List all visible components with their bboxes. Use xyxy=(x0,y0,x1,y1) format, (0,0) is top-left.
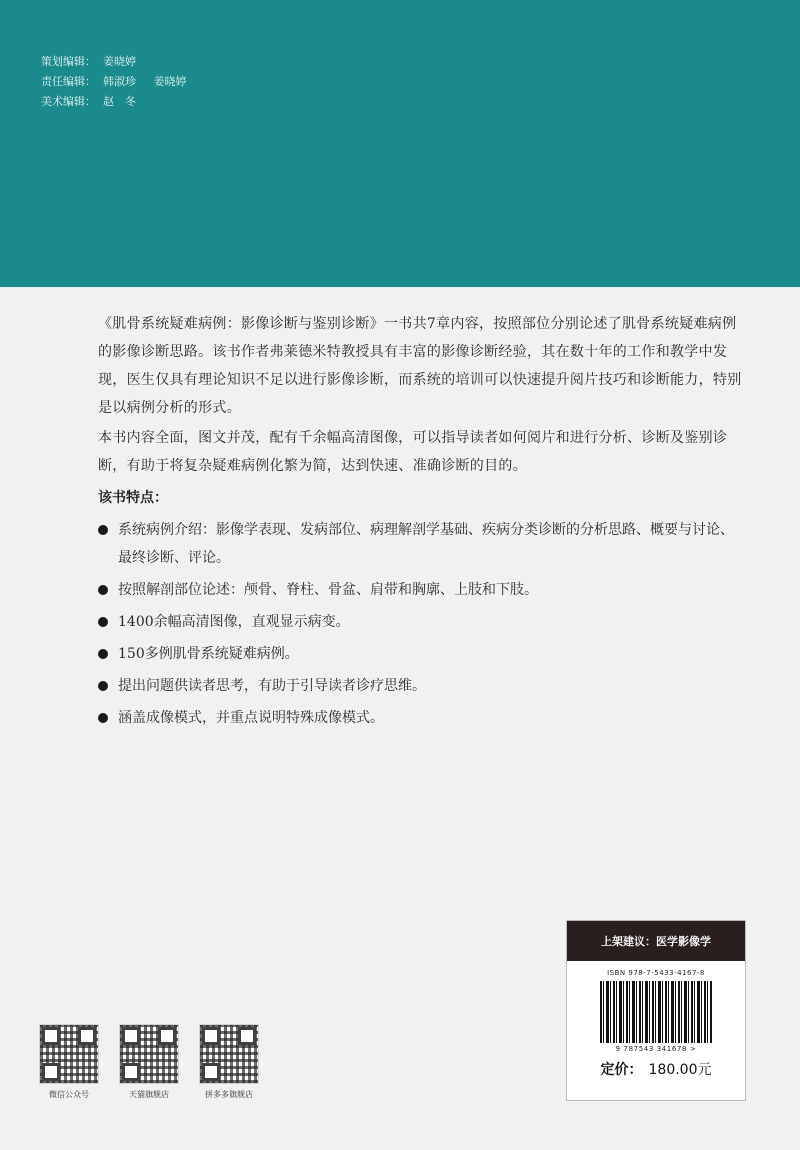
editor-names xyxy=(103,72,201,92)
bullet-dot-icon xyxy=(98,617,108,627)
editor-name: 姜晓婷 xyxy=(153,75,187,88)
list-item xyxy=(98,640,742,668)
feature-text: 1400余幅高清图像，直观显示病变。 xyxy=(118,614,350,630)
feature-text: 涵盖成像模式，并重点说明特殊成像模式。 xyxy=(118,710,384,726)
bullet-dot-icon xyxy=(98,525,108,535)
list-item xyxy=(98,576,742,604)
qr-block-tmall xyxy=(120,1024,178,1100)
qr-code-icon xyxy=(119,1024,179,1084)
editor-name: 韩淑珍 xyxy=(103,75,136,88)
editor-role: 策划编辑： xyxy=(41,55,96,68)
feature-text: 按照解剖部位论述：颅骨、脊柱、骨盆、肩带和胸廓、上肢和下肢。 xyxy=(118,582,538,598)
editor-name: 赵 冬 xyxy=(103,95,136,108)
qr-code-group xyxy=(40,1024,258,1100)
editor-names xyxy=(103,92,150,112)
intro-paragraph: 《肌骨系统疑难病例：影像诊断与鉴别诊断》一书共7章内容，按照部位分别论述了肌骨系统疑难病例的影像诊断思路。该书作者弗莱德米特教授具有丰富的影像诊断经验，其在数十年的工作和教学中发现，医生仅具有理论知识不足以进行影像诊断，而系统的培训可以快速提升阅片技巧和诊断能力，特别是以病例分析的形式。 xyxy=(98,316,742,416)
qr-code-icon xyxy=(39,1024,99,1084)
book-description xyxy=(98,310,742,736)
editor-names xyxy=(103,52,150,72)
barcode-price-box xyxy=(566,920,746,1101)
top-teal-band xyxy=(0,0,800,287)
editor-line-planning xyxy=(41,52,201,72)
editor-line-responsible xyxy=(41,72,201,92)
feature-text: 150多例肌骨系统疑难病例。 xyxy=(118,646,299,662)
qr-block-pinduoduo xyxy=(200,1024,258,1100)
feature-text: 提出问题供读者思考，有助于引导读者诊疗思维。 xyxy=(118,678,426,694)
features-title: 该书特点： xyxy=(98,490,168,506)
price xyxy=(567,1059,745,1079)
bullet-dot-icon xyxy=(98,713,108,723)
bullet-dot-icon xyxy=(98,681,108,691)
qr-label: 天猫旗舰店 xyxy=(129,1090,169,1099)
list-item xyxy=(98,516,742,572)
bullet-dot-icon xyxy=(98,585,108,595)
editor-role: 美术编辑： xyxy=(41,95,96,108)
editor-credits xyxy=(41,52,201,112)
editor-role: 责任编辑： xyxy=(41,75,96,88)
barcode-icon xyxy=(600,981,712,1043)
isbn-text: ISBN 978-7-5433-4167-8 xyxy=(607,969,705,977)
feature-list xyxy=(98,516,742,732)
qr-label: 微信公众号 xyxy=(49,1090,89,1099)
list-item xyxy=(98,704,742,732)
qr-code-icon xyxy=(199,1024,259,1084)
bullet-dot-icon xyxy=(98,649,108,659)
editor-name: 姜晓婷 xyxy=(103,55,136,68)
barcode-digits: 9 787543 341678 > xyxy=(615,1045,697,1053)
feature-text: 系统病例介绍：影像学表现、发病部位、病理解剖学基础、疾病分类诊断的分析思路、概要与讨论、最终诊断、评论。 xyxy=(118,522,734,566)
price-label: 定价： xyxy=(600,1062,643,1078)
list-item xyxy=(98,672,742,700)
qr-block-wechat xyxy=(40,1024,98,1100)
list-item xyxy=(98,608,742,636)
intro-paragraph: 本书内容全面，图文并茂，配有千余幅高清图像，可以指导读者如何阅片和进行分析、诊断及鉴别诊断，有助于将复杂疑难病例化繁为简，达到快速、准确诊断的目的。 xyxy=(98,430,728,474)
price-value: 180.00元 xyxy=(648,1062,712,1078)
qr-label: 拼多多旗舰店 xyxy=(205,1090,253,1099)
editor-line-art xyxy=(41,92,201,112)
shelving-category: 上架建议：医学影像学 xyxy=(567,921,745,961)
